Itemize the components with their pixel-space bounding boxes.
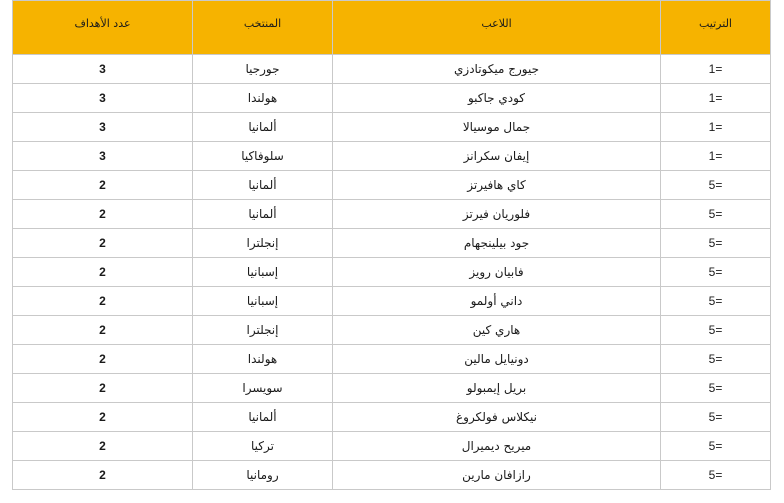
cell-goals: 2	[13, 345, 193, 374]
table-row	[13, 374, 771, 403]
cell-goals: 2	[13, 200, 193, 229]
cell-rank: =1	[661, 113, 771, 142]
cell-rank: =1	[661, 55, 771, 84]
cell-player: جود بيلينجهام	[333, 229, 661, 258]
cell-rank: =5	[661, 258, 771, 287]
cell-player: جيورج ميكوتادزي	[333, 55, 661, 84]
cell-goals: 3	[13, 113, 193, 142]
header-player: اللاعب	[333, 1, 661, 55]
cell-rank: =1	[661, 142, 771, 171]
cell-rank: =5	[661, 171, 771, 200]
cell-goals: 2	[13, 171, 193, 200]
cell-rank: =5	[661, 229, 771, 258]
cell-goals: 2	[13, 258, 193, 287]
cell-team: هولندا	[193, 84, 333, 113]
cell-team: ألمانيا	[193, 171, 333, 200]
cell-player: جمال موسيالا	[333, 113, 661, 142]
table-row	[13, 229, 771, 258]
cell-player: كاي هافيرتز	[333, 171, 661, 200]
cell-player: بريل إيمبولو	[333, 374, 661, 403]
cell-team: سلوفاكيا	[193, 142, 333, 171]
cell-goals: 2	[13, 229, 193, 258]
cell-goals: 3	[13, 55, 193, 84]
scorers-table-container	[12, 0, 770, 490]
cell-goals: 2	[13, 374, 193, 403]
table-header-row	[13, 1, 771, 55]
top-scorers-table	[12, 0, 771, 490]
cell-rank: =5	[661, 374, 771, 403]
table-row	[13, 55, 771, 84]
table-row	[13, 461, 771, 490]
cell-rank: =5	[661, 345, 771, 374]
cell-goals: 2	[13, 316, 193, 345]
cell-team: جورجيا	[193, 55, 333, 84]
cell-team: إنجلترا	[193, 229, 333, 258]
table-row	[13, 84, 771, 113]
cell-player: داني أولمو	[333, 287, 661, 316]
cell-player: كودي جاكبو	[333, 84, 661, 113]
cell-goals: 2	[13, 461, 193, 490]
cell-player: هاري كين	[333, 316, 661, 345]
cell-goals: 2	[13, 287, 193, 316]
table-row	[13, 316, 771, 345]
cell-team: رومانيا	[193, 461, 333, 490]
cell-player: ميريح ديميرال	[333, 432, 661, 461]
cell-team: إسبانيا	[193, 258, 333, 287]
table-row	[13, 200, 771, 229]
table-row	[13, 403, 771, 432]
cell-team: إنجلترا	[193, 316, 333, 345]
cell-team: ألمانيا	[193, 403, 333, 432]
cell-player: إيفان سكرانز	[333, 142, 661, 171]
cell-rank: =1	[661, 84, 771, 113]
cell-goals: 2	[13, 403, 193, 432]
cell-player: فلوريان فيرتز	[333, 200, 661, 229]
cell-team: ألمانيا	[193, 200, 333, 229]
cell-player: رازافان مارين	[333, 461, 661, 490]
cell-goals: 3	[13, 84, 193, 113]
table-row	[13, 287, 771, 316]
cell-team: تركيا	[193, 432, 333, 461]
cell-player: فابيان رويز	[333, 258, 661, 287]
cell-rank: =5	[661, 316, 771, 345]
cell-team: سويسرا	[193, 374, 333, 403]
table-row	[13, 142, 771, 171]
cell-rank: =5	[661, 432, 771, 461]
table-row	[13, 432, 771, 461]
table-row	[13, 113, 771, 142]
cell-player: نيكلاس فولكروغ	[333, 403, 661, 432]
table-row	[13, 345, 771, 374]
cell-rank: =5	[661, 461, 771, 490]
cell-rank: =5	[661, 200, 771, 229]
cell-goals: 2	[13, 432, 193, 461]
cell-team: إسبانيا	[193, 287, 333, 316]
header-goals: عدد الأهداف	[13, 1, 193, 55]
header-rank: الترتيب	[661, 1, 771, 55]
cell-team: ألمانيا	[193, 113, 333, 142]
cell-player: دونيايل مالين	[333, 345, 661, 374]
cell-team: هولندا	[193, 345, 333, 374]
table-row	[13, 171, 771, 200]
table-row	[13, 258, 771, 287]
header-team: المنتخب	[193, 1, 333, 55]
cell-rank: =5	[661, 287, 771, 316]
cell-goals: 3	[13, 142, 193, 171]
cell-rank: =5	[661, 403, 771, 432]
